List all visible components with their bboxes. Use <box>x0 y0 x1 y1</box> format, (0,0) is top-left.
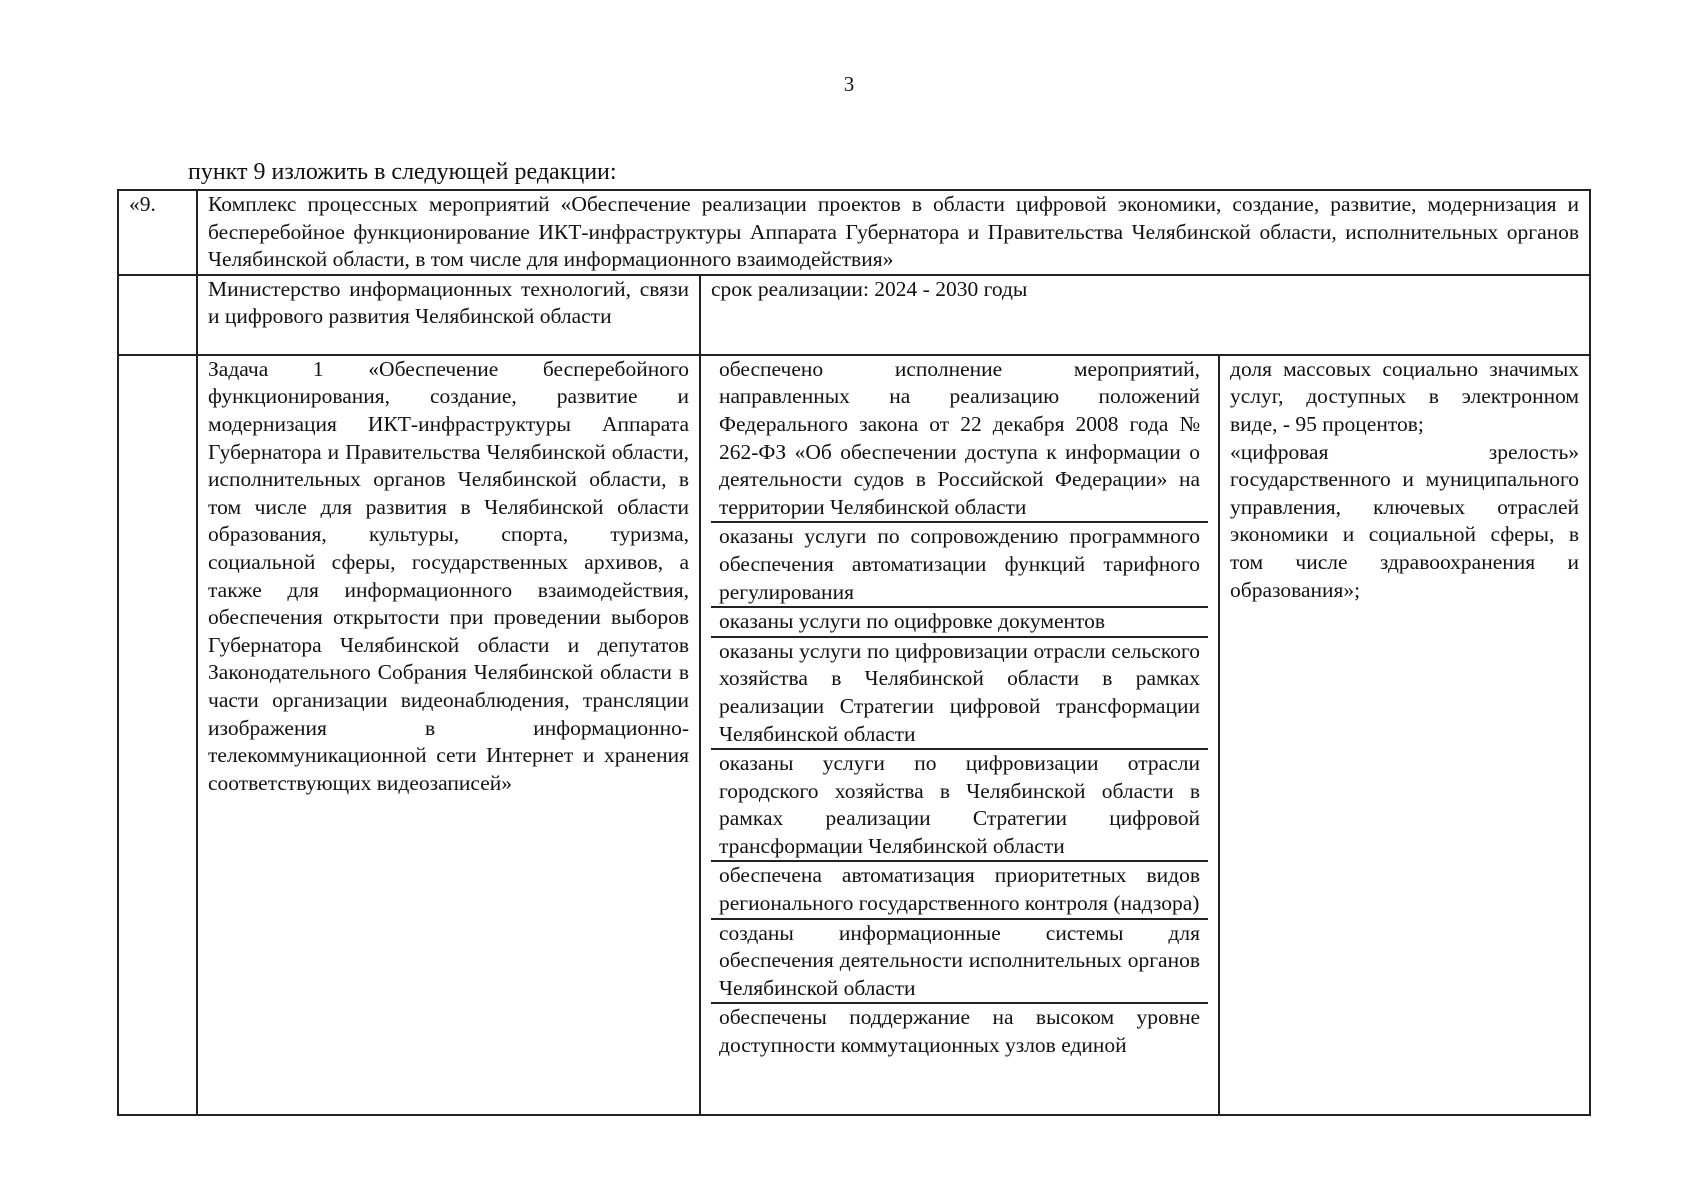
indicator-item: доля массовых социально значимых услуг, доступных в электронном виде, - 95 процентов; <box>1230 356 1580 436</box>
indicator-item: «цифровая зрелость» государственного и муниципального управления, ключевых отраслей экономики и социальной сферы, в том числе здравоохранения и образования»; <box>1230 439 1580 602</box>
complex-title: Комплекс процессных мероприятий «Обеспечение реализации проектов в области цифровой экономики, создание, развитие, модернизация и бесперебойное функционирование ИКТ-инфраструктуры Аппарата Губернатора и Правительства Челябинской области, исполнительных органов Челябинской области, в том числе для информационного взаимодействия» <box>197 190 1590 275</box>
table-row <box>118 355 1590 1115</box>
result-item: оказаны услуги по сопровождению программного обеспечения автоматизации функций тарифного регулирования <box>711 523 1208 608</box>
page-number: 3 <box>843 72 855 96</box>
indicators-cell <box>1219 355 1590 1115</box>
result-item: оказаны услуги по цифровизации отрасли сельского хозяйства в Челябинской области в рамках реализации Стратегии цифровой трансформации Челябинской области <box>711 638 1208 750</box>
result-item: обеспечено исполнение мероприятий, направленных на реализацию положений Федерального закона от 22 декабря 2008 года № 262-ФЗ «Об обеспечении доступа к информации о деятельности судов в Российской Федерации» на территории Челябинской области <box>711 356 1208 524</box>
empty-cell <box>118 275 197 355</box>
measures-table <box>117 189 1591 1116</box>
result-item: оказаны услуги по цифровизации отрасли городского хозяйства в Челябинской области в рамках реализации Стратегии цифровой трансформации Челябинской области <box>711 750 1208 862</box>
responsible-executor: Министерство информационных технологий, связи и цифрового развития Челябинской области <box>197 275 700 355</box>
table-row <box>118 275 1590 355</box>
table-row <box>118 190 1590 275</box>
implementation-period: срок реализации: 2024 - 2030 годы <box>700 275 1590 355</box>
results-list <box>700 355 1219 1115</box>
result-item: созданы информационные системы для обеспечения деятельности исполнительных органов Челябинской области <box>711 920 1208 1005</box>
result-item: оказаны услуги по оцифровке документов <box>711 608 1208 638</box>
empty-cell <box>118 355 197 1115</box>
result-item: обеспечена автоматизация приоритетных видов регионального государственного контроля (надзора) <box>711 862 1208 919</box>
task-description: Задача 1 «Обеспечение бесперебойного функционирования, создание, развитие и модернизация ИКТ-инфраструктуры Аппарата Губернатора и Правительства Челябинской области, исполнительных органов Челябинской области, в том числе для развития в Челябинской области образования, культуры, спорта, туризма, социальной сферы, государственных архивов, а также для информационного взаимодействия, обеспечения открытости при проведении выборов Губернатора Челябинской области и депутатов Законодательного Собрания Челябинской области в части организации видеонаблюдения, трансляции изображения в информационно-телекоммуникационной сети Интернет и хранения соответствующих видеозаписей» <box>197 355 700 1115</box>
row-number: «9. <box>118 190 197 275</box>
result-item: обеспечены поддержание на высоком уровне доступности коммутационных узлов единой <box>719 1005 1200 1058</box>
intro-text: пункт 9 изложить в следующей редакции: <box>188 159 617 185</box>
